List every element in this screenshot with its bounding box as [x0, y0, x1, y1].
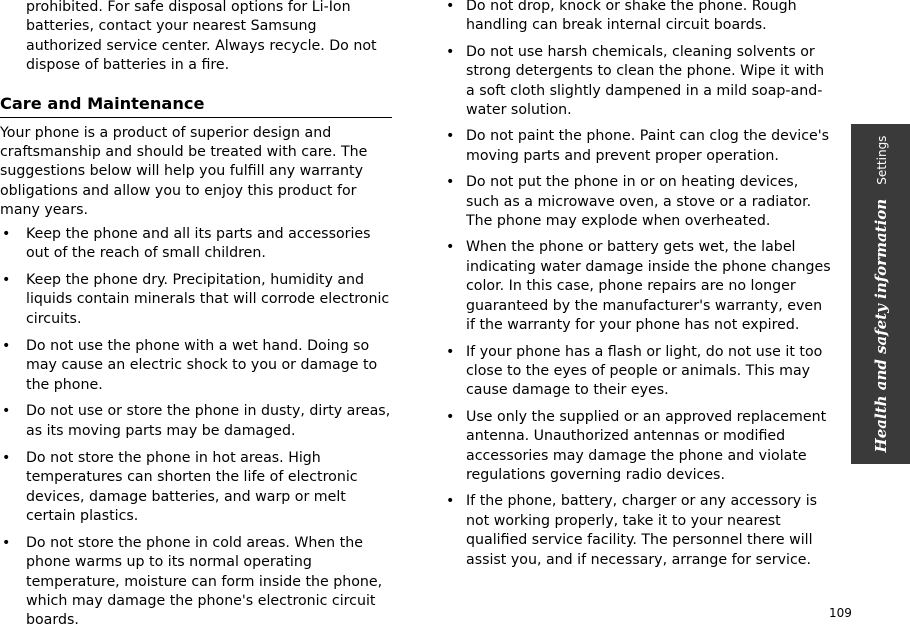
list-item: • Use only the supplied or an approved replacement antenna. Unauthorized antennas or modified accessories may damage the phone and violate regulations governing radio devices. [447, 408, 832, 486]
list-item: • Do not paint the phone. Paint can clog the device's moving parts and prevent proper operation. [447, 127, 832, 166]
list-item: • Do not use or store the phone in dusty, dirty areas, as its moving parts may be damaged. [0, 402, 392, 441]
list-item: • Do not use harsh chemicals, cleaning solvents or strong detergents to clean the phone. Wipe it with a soft cloth slightly dampened in a mild soap-and-water solution. [447, 43, 832, 121]
page-number: 109 [829, 606, 852, 620]
chapter-tab-text [872, 136, 890, 453]
right-column [447, 0, 832, 577]
list-item: • If the phone, battery, charger or any accessory is not working properly, take it to your nearest qualified service facility. The personnel there will assist you, and if necessary, arrange for service. [447, 492, 832, 570]
list-item: • Keep the phone and all its parts and accessories out of the reach of small children. [0, 225, 392, 264]
intro-paragraph: Your phone is a product of superior design and craftsmanship and should be treated with care. The suggestions below will help you fulfill any warranty obligations and allow you to enjoy this product for many years. [0, 124, 368, 219]
list-item: • Do not drop, knock or shake the phone. Rough handling can break internal circuit boards. [447, 0, 832, 36]
list-item: • Keep the phone dry. Precipitation, humidity and liquids contain minerals that will corrode electronic circuits. [0, 271, 392, 329]
section-heading: Care and Maintenance [0, 94, 392, 118]
list-item: • Do not use the phone with a wet hand. Doing so may cause an electric shock to you or damage to the phone. [0, 337, 392, 395]
chapter-subtitle: Settings [874, 135, 889, 185]
list-item: • Do not store the phone in hot areas. High temperatures can shorten the life of electronic devices, damage batteries, and warp or melt certain plastics. [0, 449, 392, 527]
chapter-tab [851, 124, 910, 464]
right-bullet-list [447, 0, 832, 570]
chapter-title: Health and safety information [871, 198, 890, 453]
list-item: • If your phone has a flash or light, do not use it too close to the eyes of people or animals. This may cause damage to their eyes. [447, 343, 832, 401]
left-column [0, 0, 392, 638]
continuation-paragraph: prohibited. For safe disposal options for Li-Ion batteries, contact your nearest Samsung authorized service center. Always recycle. Do not dispose of batteries in a fire. [26, 0, 377, 74]
list-item: • Do not store the phone in cold areas. When the phone warms up to its normal operating temperature, moisture can form inside the phone, which may damage the phone's electronic circuit boards. [0, 534, 392, 631]
list-item: • When the phone or battery gets wet, the label indicating water damage inside the phone changes color. In this case, phone repairs are no longer guaranteed by the manufacturer's warranty, even if the warranty for your phone has not expired. [447, 238, 832, 335]
list-item: • Do not put the phone in or on heating devices, such as a microwave oven, a stove or a radiator. The phone may explode when overheated. [447, 173, 832, 231]
left-bullet-list [0, 225, 392, 631]
